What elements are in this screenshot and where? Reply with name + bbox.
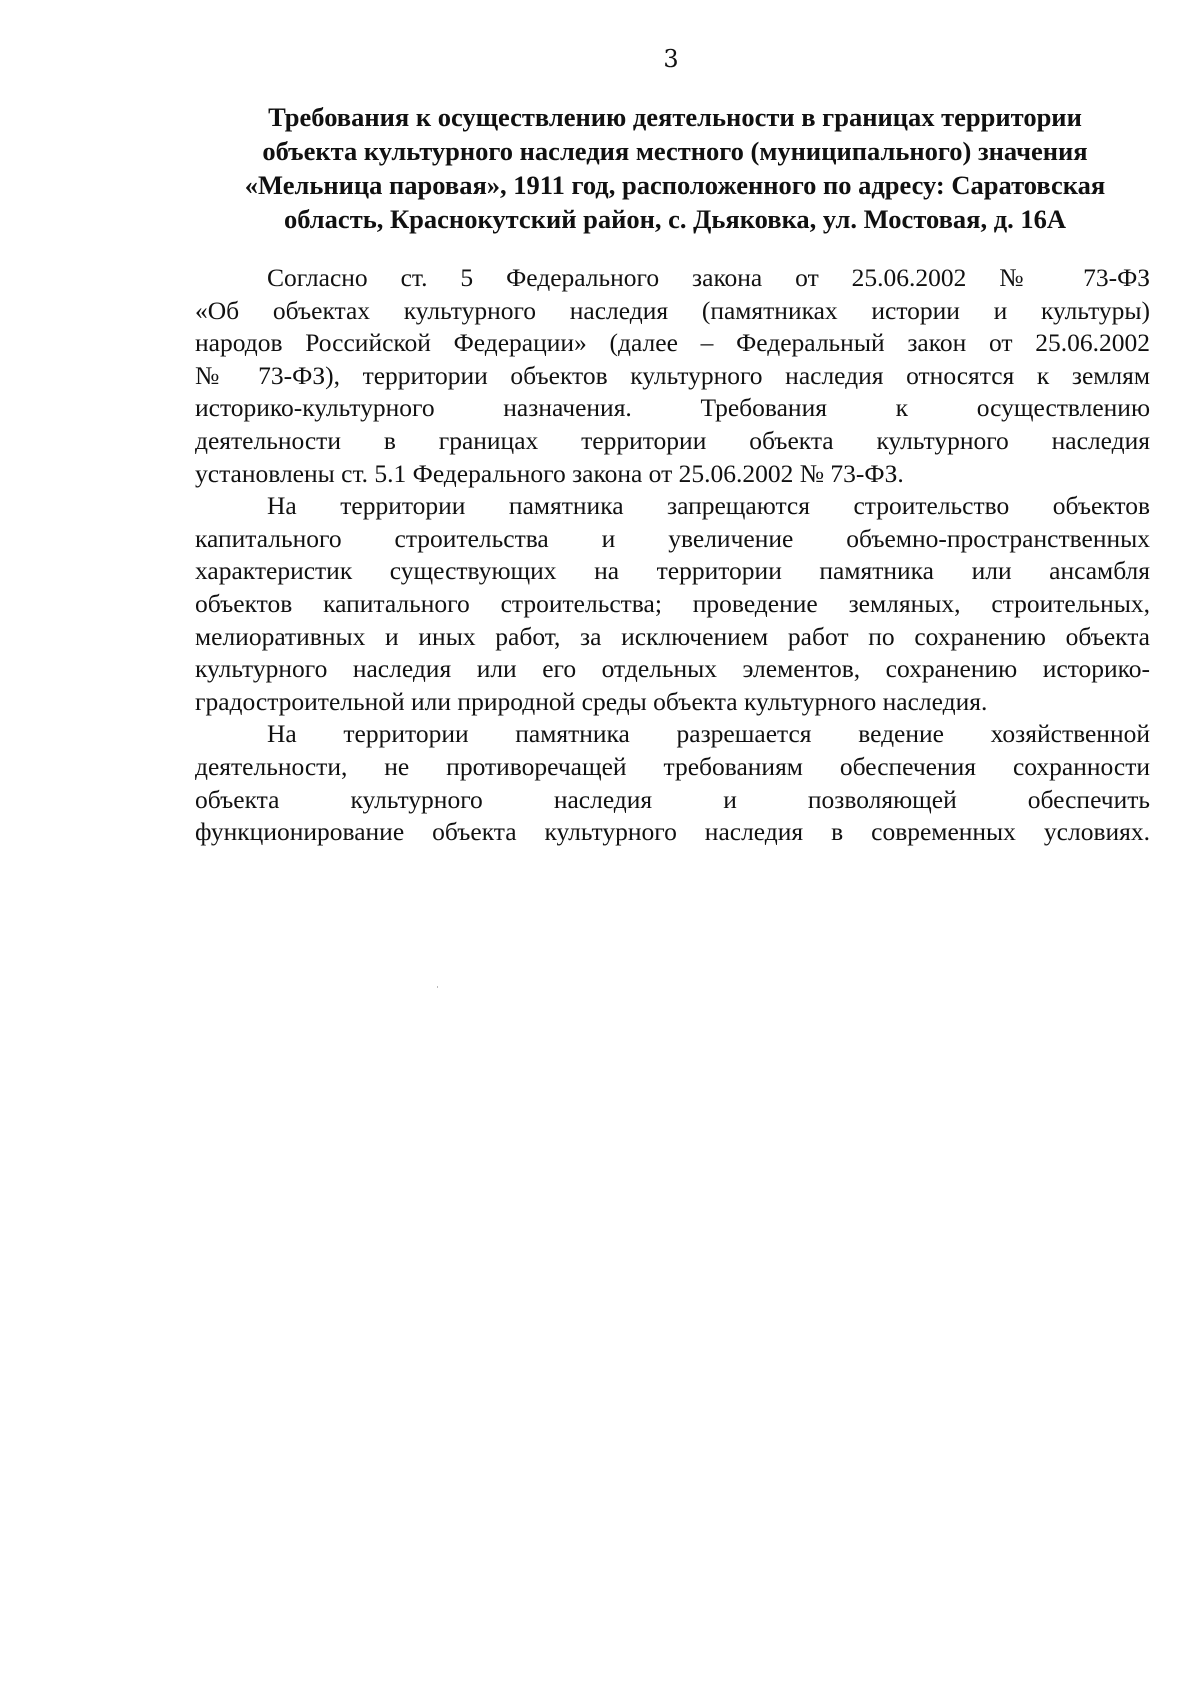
paragraph-line: объектов капитального строительства; проведение земляных, строительных, [195, 588, 1150, 618]
paragraph-line: культурного наследия или его отдельных элементов, сохранению историко- [195, 654, 1150, 684]
paragraph-line: объекта культурного наследия и позволяющей обеспечить [195, 784, 1150, 814]
paragraph-legal-basis [195, 262, 1150, 490]
paragraph-prohibitions [195, 490, 1150, 718]
paragraph-line: № 73-ФЗ), территории объектов культурного наследия относятся к землям [195, 360, 1150, 390]
paragraph-line: градостроительной или природной среды объекта культурного наследия. [195, 686, 988, 716]
paragraph-line: «Об объектах культурного наследия (памятниках истории и культуры) [195, 295, 1150, 325]
paragraph-line: деятельности, не противоречащей требованиям обеспечения сохранности [195, 751, 1150, 781]
paragraph-line: функционирование объекта культурного наследия в современных условиях. [195, 817, 1150, 847]
page-number: 3 [663, 45, 679, 73]
document-body [195, 262, 1150, 849]
paragraph-line: На территории памятника запрещаются строительство объектов [267, 491, 1150, 521]
paragraph-line: установлены ст. 5.1 Федерального закона от 25.06.2002 № 73-ФЗ. [195, 458, 904, 488]
document-title [200, 100, 1150, 236]
paragraph-line: историко-культурного назначения. Требования к осуществлению [195, 393, 1150, 423]
paragraph-line: народов Российской Федерации» (далее – Федеральный закон от 25.06.2002 [195, 328, 1150, 358]
paragraph-line: капитального строительства и увеличение объемно-пространственных [195, 523, 1150, 553]
paragraph-line: мелиоративных и иных работ, за исключением работ по сохранению объекта [195, 621, 1150, 651]
paragraph-permissions [195, 718, 1150, 848]
paragraph-line: деятельности в границах территории объекта культурного наследия [195, 425, 1150, 455]
paragraph-line: Согласно ст. 5 Федерального закона от 25.06.2002 № 73-ФЗ [267, 263, 1150, 292]
title-line: Требования к осуществлению деятельности в границах территории [268, 102, 1082, 132]
paragraph-line: На территории памятника разрешается ведение хозяйственной [267, 719, 1150, 749]
title-line: «Мельница паровая», 1911 год, расположенного по адресу: Саратовская [244, 170, 1106, 200]
title-line: область, Краснокутский район, с. Дьяковка, ул. Мостовая, д. 16А [283, 204, 1067, 234]
paragraph-line: характеристик существующих на территории памятника или ансамбля [195, 556, 1150, 586]
title-line: объекта культурного наследия местного (муниципального) значения [262, 136, 1088, 166]
scan-speck [437, 986, 438, 988]
